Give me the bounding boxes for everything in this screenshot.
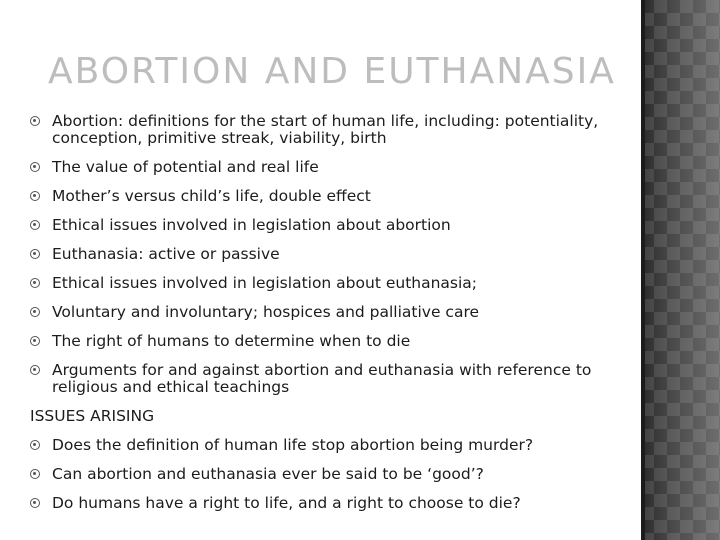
- issue-text: Do humans have a right to life, and a right to choose to die?: [52, 494, 521, 512]
- circled-dot-icon: [30, 440, 40, 450]
- bullet-text: Mother’s versus child’s life, double effect: [52, 187, 371, 205]
- bullet-item: [30, 304, 630, 321]
- circled-dot-icon: [30, 249, 40, 259]
- bullet-item: [30, 246, 630, 263]
- issues-heading: ISSUES ARISING: [30, 407, 155, 425]
- bullet-text: Arguments for and against abortion and euthanasia with reference to religious and ethical teachings: [52, 361, 592, 396]
- circled-dot-icon: [30, 278, 40, 288]
- issue-text: Does the definition of human life stop abortion being murder?: [52, 436, 534, 454]
- circled-dot-icon: [30, 336, 40, 346]
- bullet-text: Euthanasia: active or passive: [52, 245, 280, 263]
- bullet-item: [30, 188, 630, 205]
- slide-title: ABORTION AND EUTHANASIA: [48, 51, 616, 92]
- bullet-item: [30, 113, 630, 147]
- bullet-text: Ethical issues involved in legislation about abortion: [52, 216, 451, 234]
- bullet-item: [30, 362, 630, 396]
- bullet-text: Abortion: definitions for the start of human life, including: potentiality, conception, primitive streak, viability, birth: [52, 112, 599, 147]
- circled-dot-icon: [30, 498, 40, 508]
- bullet-item: [30, 159, 630, 176]
- bullet-text: The value of potential and real life: [52, 158, 319, 176]
- issue-item: [30, 495, 630, 512]
- issue-text: Can abortion and euthanasia ever be said to be ‘good’?: [52, 465, 484, 483]
- circled-dot-icon: [30, 220, 40, 230]
- circled-dot-icon: [30, 191, 40, 201]
- circled-dot-icon: [30, 365, 40, 375]
- slide-body: [30, 113, 630, 524]
- bullet-text: Voluntary and involuntary; hospices and palliative care: [52, 303, 480, 321]
- bullet-text: The right of humans to determine when to die: [52, 332, 411, 350]
- bullet-text: Ethical issues involved in legislation about euthanasia;: [52, 274, 478, 292]
- circled-dot-icon: [30, 162, 40, 172]
- issue-item: [30, 466, 630, 483]
- bullet-item: [30, 275, 630, 292]
- circled-dot-icon: [30, 116, 40, 126]
- bullet-item: [30, 333, 630, 350]
- circled-dot-icon: [30, 307, 40, 317]
- bullet-item: [30, 217, 630, 234]
- decorative-side-band: [641, 0, 720, 540]
- issue-item: [30, 437, 630, 454]
- circled-dot-icon: [30, 469, 40, 479]
